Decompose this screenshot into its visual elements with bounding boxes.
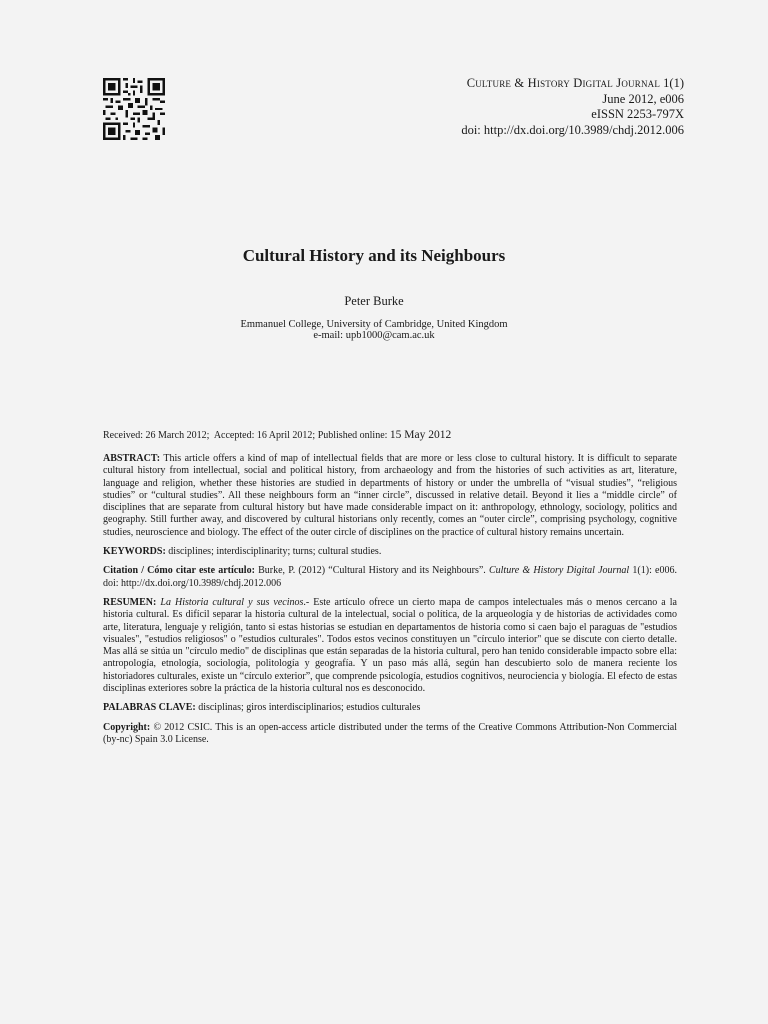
abstract-text: This article offers a kind of map of intellectual fields that are more or less close to cultural history. It is difficult to separate cultural history from intellectual, social and political history, from archaeology and from the histories of such activities as art, literature, language and religion, whether these histories are studied in departments of history or under the umbrella of “visual studies”, “religious studies” or “cultural studies”. All these neighbours form an “inner circle”, discussed in relative detail. Beyond it lies a “middle circle” of disciplines that are separate from cultural history but have made considerable impact on it: anthropology, ethnology, sociology, politics and geography. Still further away, and discovered by cultural historians only recently, comes an “outer circle”, comprising psychology, cognitive studies, neuroscience and biology. The effect of the outer circle of disciplines on the practice of cultural history remains uncertain. <box>103 453 677 538</box>
journal-doi[interactable]: doi: http://dx.doi.org/10.3989/chdj.2012.006 <box>461 122 684 137</box>
citation-doi: 1(1): e006. doi: http://dx.doi.org/10.3989/chdj.2012.006 <box>103 565 677 589</box>
article-front-matter <box>103 453 677 753</box>
keywords-label: KEYWORDS: <box>103 546 166 558</box>
accepted-date: Accepted: 16 April 2012; <box>213 430 316 441</box>
keywords-text: disciplines; interdisciplinarity; turns; cultural studies. <box>168 546 382 558</box>
keywords <box>103 546 677 558</box>
published-label: Published online: <box>317 430 388 441</box>
journal-eissn: eISSN 2253-797X <box>591 107 684 121</box>
palabras-clave <box>103 702 677 714</box>
author-affiliation: Emmanuel College, University of Cambridge, United Kingdom <box>240 319 508 330</box>
author-affiliation-block <box>0 319 748 341</box>
copyright-text: © 2012 CSIC. This is an open-access article distributed under the terms of the Creative Commons Attribution-Non Commercial (by-nc) Spain 3.0 License. <box>103 721 677 745</box>
article-author: Peter Burke <box>344 294 404 308</box>
journal-header <box>461 76 684 138</box>
qr-code-icon <box>103 78 165 140</box>
citation-text: Burke, P. (2012) “Cultural History and its Neighbours”. <box>258 565 486 577</box>
received-date: Received: 26 March 2012; <box>103 430 210 441</box>
author-email[interactable]: e-mail: upb1000@cam.ac.uk <box>313 330 435 341</box>
palabras-clave-label: PALABRAS CLAVE: <box>103 702 196 714</box>
article-title: Cultural History and its Neighbours <box>242 246 506 265</box>
citation <box>103 565 677 590</box>
copyright-label: Copyright: <box>103 721 151 733</box>
abstract-label: ABSTRACT: <box>103 453 161 464</box>
journal-name: Culture & History Digital Journal <box>466 76 661 90</box>
journal-volume: 1(1) <box>663 76 684 90</box>
copyright <box>103 722 677 747</box>
abstract <box>103 453 677 539</box>
palabras-clave-text: disciplinas; giros interdisciplinarios; estudios culturales <box>198 702 421 714</box>
resumen-title: La Historia cultural y sus vecinos <box>160 596 304 608</box>
resumen-label: RESUMEN: <box>103 596 157 608</box>
published-date: 15 May 2012 <box>389 429 452 441</box>
citation-journal: Culture & History Digital Journal <box>488 565 630 577</box>
resumen-text: .- Este artículo ofrece un cierto mapa de campos intelectuales más o menos cercano a la historia cultural. Es difícil separar la historia cultural de la intelectual, social o política, de la arqueología y de historias de actividades como arte, literatura, lenguaje y religión, tanto si estas historias se estudian en departamentos de historia como si caen bajo el paraguas de "estudios visuales", "estudios religiosos" o "estudios culturales". Todos estos vecinos constituyen un "círculo interior" que se discute con cierto detalle. Mas allá se sitúa un "círculo medio" de disciplinas que están separadas de la historia cultural, pero han tenido considerable impacto sobre ella: antropología, etnología, sociología, politología y geografía. Y un paso más allá, según han descubierto solo de manera reciente los historiadores culturales, existe un “círculo exterior”, que comprende psicología, estudios cognitivos, neurociencia y biología. El efecto de estas disciplinas exteriores sobre la práctica de la historia cultural nos es desconocido. <box>103 596 677 695</box>
article-dates <box>103 429 451 441</box>
resumen <box>103 597 677 695</box>
journal-title-line <box>461 76 684 92</box>
citation-label: Citation / Cómo citar este artículo: <box>103 565 255 577</box>
journal-date-code: June 2012, e006 <box>602 91 684 106</box>
